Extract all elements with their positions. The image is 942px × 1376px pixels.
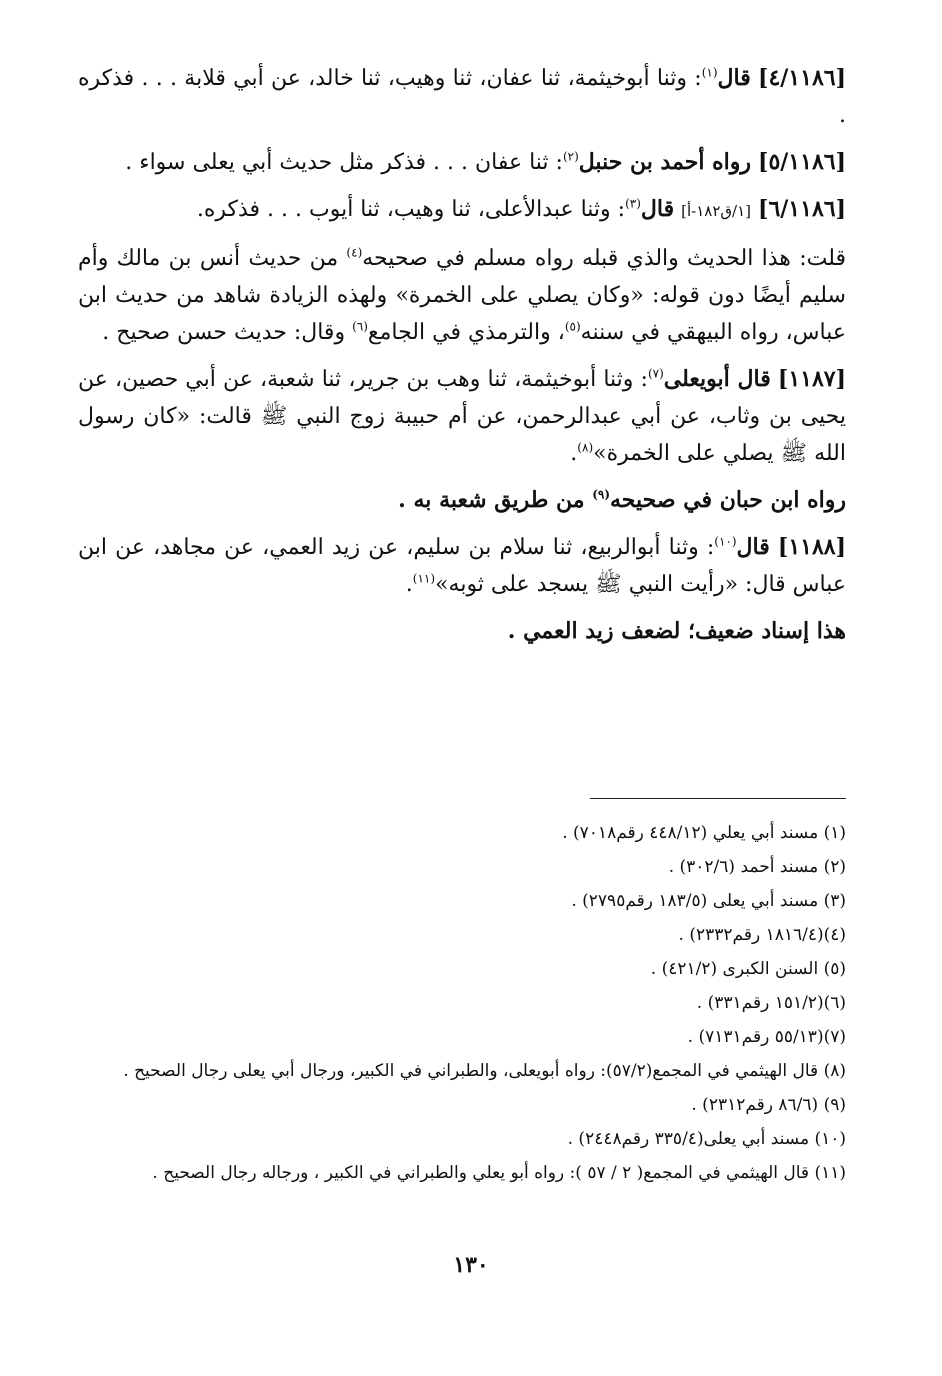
footnote-ref: (١٠) [714,534,737,549]
footnote-separator [590,798,846,799]
narration-text: . [570,441,578,466]
footnote-10: (١٠) مسند أبي يعلى(٣٣٥/٤ رقم٢٤٤٨) . [567,1129,846,1149]
footnote-ref: (٥) [564,319,581,334]
narration-text: : وثنا أبوالربيع، ثنا سلام بن سليم، عن زيد العمي، عن مجاهد، عن ابن عباس قال: «رأيت النبي ﷺ يسجد على ثوبه» [78,535,846,597]
takhrij-paragraph [78,482,846,519]
footnote-7: (٧)(٥٥/١٣ رقم٧١٣١) . [687,1027,846,1047]
narration-head: رواه أحمد بن حنبل [578,149,752,175]
hadith-number: [٤/١١٨٦] [758,65,846,91]
footnote-3: (٣) مسند أبي يعلى (١٨٣/٥ رقم٢٧٩٥) . [571,891,846,911]
footnote-8: (٨) قال الهيثمي في المجمع(٥٧/٢): رواه أبويعلى، والطبراني في الكبير، ورجال أبي يعلى رجال الصحيح . [123,1061,846,1081]
hadith-number: [٦/١١٨٦] [758,196,846,222]
isnad-judgement: هذا إسناد ضعيف؛ لضعف زيد العمي . [507,618,846,644]
hadith-1186-6 [78,191,846,230]
narration-text: : وثنا أبوخيثمة، ثنا عفان، ثنا وهيب، ثنا خالد، عن أبي قلابة . . . فذكره . [78,66,846,128]
hadith-1188 [78,529,846,603]
hadith-number: [١١٨٧] [777,366,846,392]
hadith-number: [١١٨٨] [777,534,846,560]
commentary-text: من حديث أنس بن مالك وأم سليم أيضًا دون قوله: «وكان يصلي على الخمرة» ولهذه الزيادة شاهد من حديث ابن عباس، رواه البيهقي في سننه [78,246,846,345]
footnote-2: (٢) مسند أحمد (٣٠٢/٦) . [668,857,846,877]
footnote-9: (٩) (٨٦/٦ رقم٢٣١٢) . [691,1095,846,1115]
footnote-1: (١) مسند أبي يعلي (٤٤٨/١٢ رقم٧٠١٨) . [562,823,846,843]
footnote-6: (٦)(١٥١/٢ رقم٣٣١) . [696,993,846,1013]
page-number: ١٣٠ [453,1252,489,1278]
footnote-ref: (٧) [647,366,664,381]
takhrij-text: رواه ابن حبان في صحيحه [610,487,846,513]
footnote-ref: (٨) [577,440,594,455]
main-text [78,60,846,660]
hadith-1187 [78,361,846,472]
footnote-4: (٤)(١٨١٦/٤ رقم٢٣٣٢) . [678,925,846,945]
footnote-ref: (٣) [625,196,641,211]
commentary-text: ، والترمذي في الجامع [367,320,565,345]
narration-text: : وثنا عبدالأعلى، ثنا وهيب، ثنا أيوب . . . فذكره. [196,197,626,222]
commentary-paragraph [78,240,846,351]
footnotes [78,816,846,1190]
commentary-text: قلت: هذا الحديث والذي قبله رواه مسلم في صحيحه [362,246,847,271]
footnote-ref: (١) [701,65,718,80]
narration-head: قال أبويعلى [663,366,771,392]
narration-text: : ثنا عفان . . . فذكر مثل حديث أبي يعلى سواء . [125,150,563,175]
footnote-ref: (٢) [562,149,579,164]
narration-head: قال [640,196,675,222]
commentary-text: وقال: حديث حسن صحيح . [102,320,353,345]
hadith-number: [٥/١١٨٦] [758,149,846,175]
footnote-ref: (١١) [412,571,436,586]
footnote-ref: (٤) [346,245,363,260]
hadith-1186-5 [78,144,846,181]
footnote-11: (١١) قال الهيثمي في المجمع( ٢ / ٥٧ ): رواه أبو يعلي والطبراني في الكبير ، ورجاله رجال الصحيح . [152,1163,846,1183]
takhrij-text: من طريق شعبة به . [398,487,593,513]
footnote-5: (٥) السنن الكبرى (٤٢١/٢) . [650,959,846,979]
narration-head: قال [736,534,770,560]
narration-text: : وثنا أبوخيثمة، ثنا وهب بن جرير، ثنا شعبة، عن أبي حصين، عن يحيى بن وثاب، عن أبي عبدالرحمن، عن أم حبيبة زوج النبي ﷺ قالت: «كان رسول الله ﷺ يصلي على الخمرة» [78,367,846,466]
hadith-1186-4 [78,60,846,134]
narration-head: قال [717,65,751,91]
footnote-ref: (٩) [592,487,611,502]
footnote-ref: (٦) [352,319,368,334]
manuscript-folio: [١/ق١٨٢-أ] [681,202,752,220]
narration-text: . [405,572,413,597]
